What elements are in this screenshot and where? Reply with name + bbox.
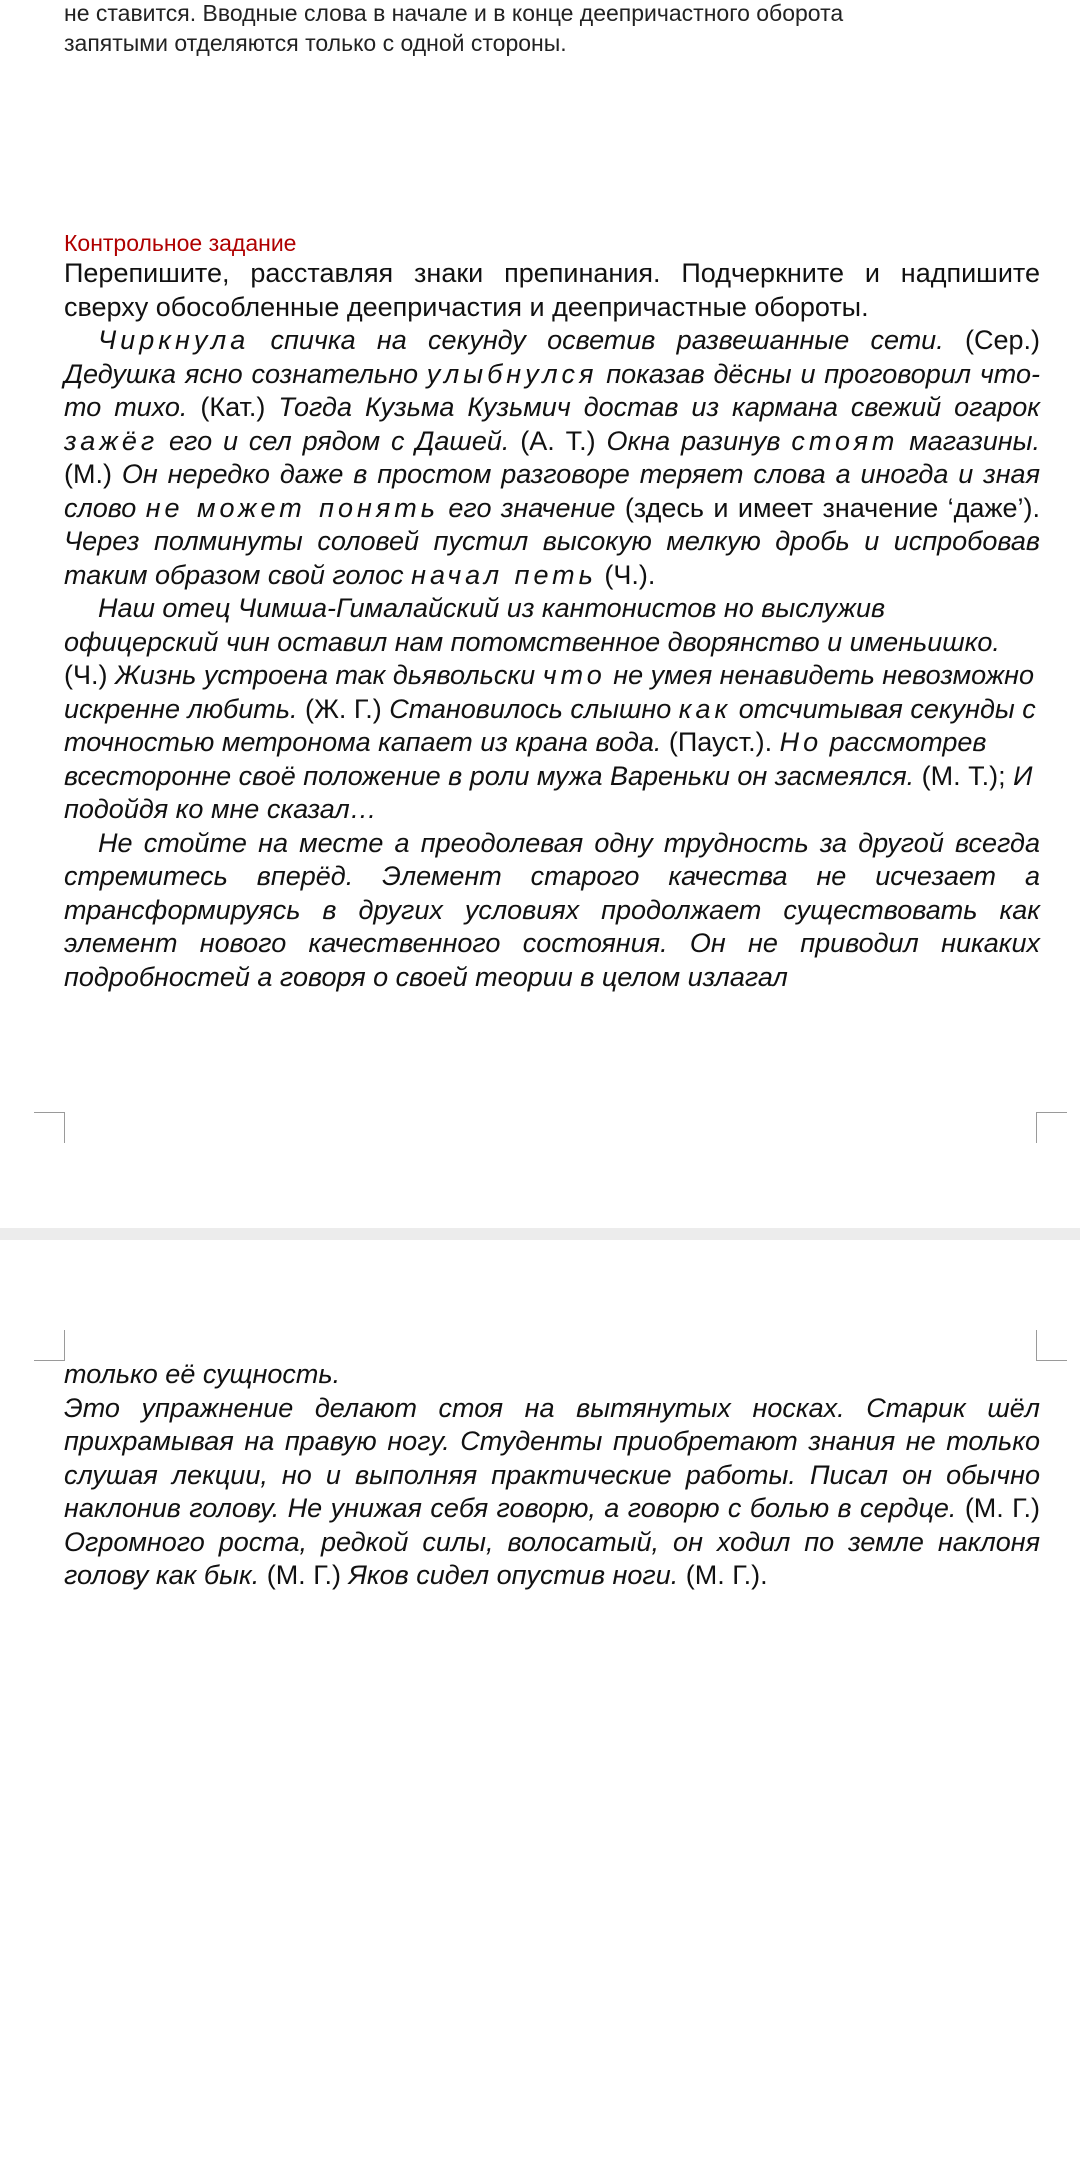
text-run: только её сущность. xyxy=(64,1359,341,1389)
text-run: не умея ненавидеть невозможно искренне любить. xyxy=(64,660,1035,724)
intro-line-1: не ставится. Вводные слова в начале и в конце деепричастного оборота xyxy=(64,0,844,26)
page-separator xyxy=(0,1228,1080,1240)
page-corner-mark xyxy=(1036,1330,1067,1361)
citation: (Ж. Г.) xyxy=(297,693,390,724)
citation: (М. Т.); xyxy=(914,760,1014,791)
document-page-2 xyxy=(0,1240,1080,2160)
citation: (М. Г.) xyxy=(259,1560,349,1590)
spaced-word: зажёг xyxy=(64,425,159,456)
citation: (здесь и имеет значение ‘даже’). xyxy=(615,492,1041,523)
citation: (Ч.) xyxy=(64,660,115,690)
text-run: Окна разинув xyxy=(606,425,792,456)
spaced-word: не может понять xyxy=(145,492,439,523)
continued-line xyxy=(64,1358,1040,1392)
text-run: Он нередко даже в простом разговоре теряет слова а иногда и зная слово xyxy=(64,459,1040,523)
intro-line-2: запятыми отделяются только с одной стороны. xyxy=(64,30,567,56)
exercise-paragraph-1 xyxy=(64,324,1040,592)
text-run: спичка на секунду осветив развешанные сети. xyxy=(249,325,944,355)
text-run: показав дёсны и проговорил что-то тихо. xyxy=(64,358,1040,422)
text-run: Яков сидел опустив ноги. xyxy=(348,1560,679,1590)
page-corner-mark xyxy=(34,1330,65,1361)
exercise-paragraph-3 xyxy=(64,827,1040,995)
text-run: Наш отец Чимша-Гималайский из кантонистов но выслужив офицерский чин оставил нам потомственное дворянство и именьишко. xyxy=(64,593,1000,657)
text-run: Дедушка ясно сознательно xyxy=(64,358,427,389)
citation: (А. Т.) xyxy=(509,425,607,456)
text-run: Тогда Кузьма Кузьмич достав из кармана свежий огарок xyxy=(278,392,1040,422)
text-run: отсчитывая секунды с точностью метронома капает из крана вода. xyxy=(64,693,1036,757)
page-corner-mark xyxy=(34,1112,65,1143)
text-run: его значение xyxy=(438,492,616,523)
spaced-word: стоят xyxy=(791,425,899,456)
citation: (Ч.). xyxy=(596,559,656,590)
task-body-continued xyxy=(64,1358,1040,1593)
text-run: Это упражнение делают стоя на вытянутых носках. Старик шёл прихрамывая на правую ногу. Студенты приобретают знания не только слушая лекции, но и выполняя практические работы. Писал он обычно наклонив голову. Не унижая себя говорю, а говорю с болью в сердце. xyxy=(64,1392,1040,1523)
spaced-word: что xyxy=(542,660,606,690)
spaced-word: Но xyxy=(779,727,823,757)
text-run: магазины. xyxy=(898,425,1040,456)
exercise-paragraph-4 xyxy=(64,1392,1040,1593)
text-run: Не стойте на месте а преодолевая одну трудность за другой всегда стремитесь вперёд. Элемент старого качества не исчезает а трансформируясь в других условиях продолжает существовать как элемент нового качественного состояния. Он не приводил никаких подробностей а говоря о своей теории в целом излагал xyxy=(64,827,1040,992)
task-instruction: Перепишите, расставляя знаки препинания. Подчеркните и надпишите сверху обособленные деепричастия и деепричастные обороты. xyxy=(64,258,1040,322)
page-corner-mark xyxy=(1036,1112,1067,1143)
task-heading: Контрольное задание xyxy=(64,230,297,256)
spaced-word: начал петь xyxy=(411,559,597,590)
citation: (Сер.) xyxy=(943,325,1040,355)
text-run: И подойдя ко мне сказал… xyxy=(64,760,1033,824)
text-run: рассмотрев всесторонне своё положение в роли мужа Вареньки он засмеялся. xyxy=(64,727,987,791)
task-body xyxy=(64,257,1040,994)
text-run: Огромного роста, редкой силы, волосатый, он ходил по земле наклоня голову как бык. xyxy=(64,1526,1040,1590)
citation: (М.) xyxy=(64,459,122,489)
text-run: его и сел рядом с Дашей. xyxy=(158,425,510,456)
citation: (М. Г.). xyxy=(678,1560,768,1590)
spaced-word: Чиркнула xyxy=(98,325,250,355)
citation: (Кат.) xyxy=(187,392,279,422)
spaced-word: как xyxy=(678,693,732,724)
intro-text xyxy=(64,0,1024,58)
exercise-paragraph-2 xyxy=(64,592,1040,827)
spaced-word: улыбнулся xyxy=(426,358,598,389)
text-run: Через полминуты соловей пустил высокую мелкую дробь и испробовав таким образом свой голос xyxy=(64,526,1040,590)
citation: (Пауст.). xyxy=(661,727,780,757)
citation: (М. Г.) xyxy=(956,1493,1041,1523)
text-run: Становилось слышно xyxy=(389,693,679,724)
text-run: Жизнь устроена так дьявольски xyxy=(114,660,543,690)
